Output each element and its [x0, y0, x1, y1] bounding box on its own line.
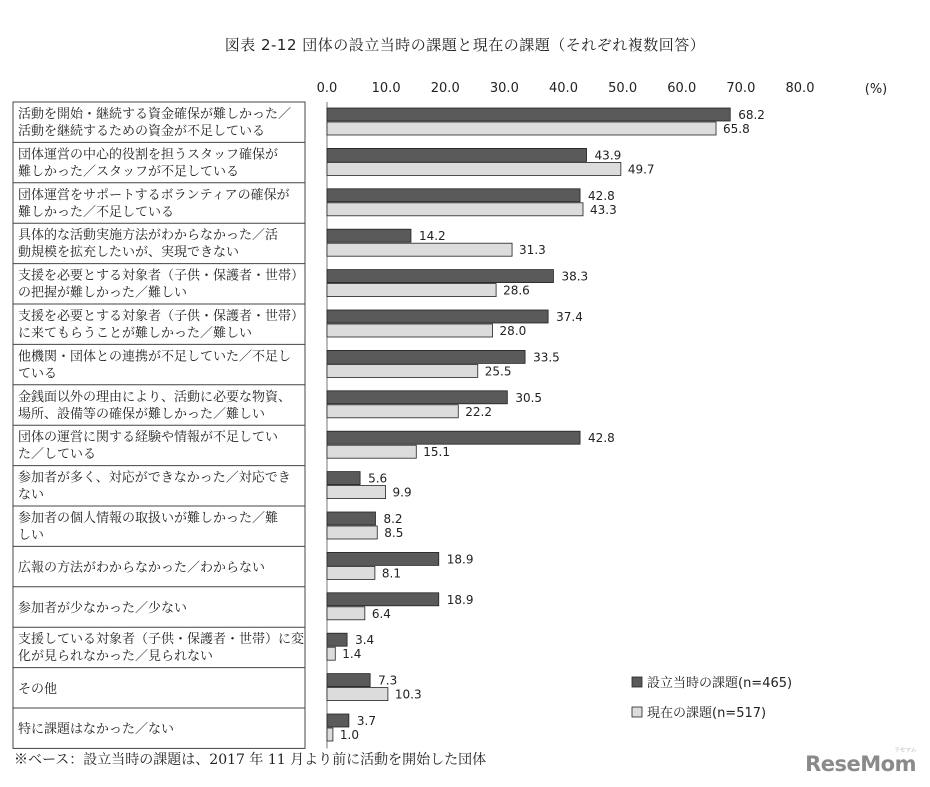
category-label: 難しかった／不足している — [18, 204, 175, 220]
data-label-series-2: 9.9 — [392, 485, 412, 500]
category-label: 支援を必要とする対象者（子供・保護者・世帯） — [18, 309, 305, 324]
bar-series-1 — [327, 270, 553, 283]
data-label-series-1: 33.5 — [533, 350, 560, 365]
data-label-series-2: 1.0 — [339, 728, 360, 742]
x-tick-label: 40.0 — [549, 81, 578, 96]
bar-series-2 — [327, 647, 335, 660]
data-label-series-1: 43.9 — [594, 148, 622, 163]
bar-series-1 — [327, 108, 730, 121]
category-label: の把握が難しかった／難しい — [18, 285, 188, 301]
category-label: 参加者が多く、対応ができなかった／対応でき — [18, 470, 291, 486]
category-label: 他機関・団体との連携が不足していた／不足し — [18, 349, 292, 365]
category-label: 団体運営の中心的役割を担うスタッフ確保が — [18, 147, 279, 163]
category-label: 支援を必要とする対象者（子供・保護者・世帯） — [18, 268, 305, 284]
bar-series-2 — [327, 364, 478, 377]
data-label-series-2: 6.4 — [371, 606, 391, 621]
category-label: 広報の方法がわからなかった／わからない — [18, 560, 266, 576]
data-label-series-2: 65.8 — [723, 122, 750, 136]
category-label: に来てもらうことが難しかった／難しい — [18, 326, 253, 341]
x-tick-label: 70.0 — [726, 81, 756, 96]
data-label-series-2: 28.6 — [503, 283, 530, 298]
data-label-series-1: 5.6 — [368, 471, 388, 486]
bar-series-2 — [327, 445, 416, 458]
category-label: 難しかった／スタッフが不足している — [18, 164, 240, 180]
legend-swatch — [632, 677, 642, 687]
category-label: 活動を継続するための資金が不足している — [18, 124, 266, 139]
x-tick-label: 20.0 — [430, 81, 460, 96]
data-label-series-1: 18.9 — [446, 552, 474, 567]
data-label-series-1: 18.9 — [446, 592, 474, 607]
bar-series-1 — [327, 189, 580, 202]
category-label: 支援している対象者（子供・保護者・世帯）に変 — [18, 632, 305, 648]
data-label-series-2: 8.5 — [384, 526, 404, 540]
data-label-series-2: 1.4 — [342, 647, 362, 662]
bar-series-1 — [327, 431, 580, 444]
legend-label: 設立当時の課題(n=465) — [647, 676, 793, 691]
category-label: ない — [18, 487, 45, 503]
bar-series-2 — [327, 243, 512, 256]
bar-series-2 — [327, 284, 496, 297]
data-label-series-1: 8.2 — [383, 512, 403, 526]
data-label-series-1: 38.3 — [561, 269, 589, 284]
legend-swatch — [632, 707, 642, 717]
logo-small-text: リセマム — [894, 747, 916, 754]
category-label: ている — [18, 366, 58, 382]
data-label-series-2: 31.3 — [519, 243, 546, 258]
category-label: 金銭面以外の理由により、活動に必要な物資、 — [18, 389, 292, 405]
bar-series-1 — [327, 148, 587, 161]
category-label: 団体運営をサポートするボランティアの確保が — [18, 187, 290, 203]
category-label: 化が見られなかった／見られない — [18, 649, 214, 665]
bar-series-1 — [327, 350, 525, 363]
x-tick-label: 80.0 — [785, 81, 815, 96]
data-label-series-2: 25.5 — [484, 364, 512, 379]
data-label-series-2: 22.2 — [465, 404, 492, 419]
category-label: 団体の運営に関する経験や情報が不足してい — [18, 430, 279, 446]
data-label-series-1: 42.8 — [588, 188, 615, 203]
data-label-series-2: 10.3 — [394, 687, 422, 702]
bar-series-1 — [327, 391, 507, 404]
bar-series-2 — [327, 203, 583, 216]
bar-series-2 — [327, 162, 621, 175]
resemom-logo — [805, 747, 916, 776]
category-label: 具体的な活動実施方法がわからなかった／活 — [18, 228, 279, 244]
data-label-series-1: 42.8 — [588, 431, 615, 446]
category-label: 参加者が少なかった／少ない — [18, 601, 188, 616]
x-tick-label: 50.0 — [608, 81, 638, 96]
bar-series-1 — [327, 674, 370, 687]
bar-series-1 — [327, 633, 347, 646]
category-label: た／している — [18, 447, 97, 463]
data-label-series-1: 30.5 — [515, 390, 543, 405]
logo-text: ReseMom — [805, 752, 916, 776]
bar-series-1 — [327, 229, 411, 242]
data-label-series-2: 49.7 — [627, 162, 655, 177]
data-label-series-2: 43.3 — [590, 202, 617, 217]
category-label: 活動を開始・継続する資金確保が難しかった／ — [18, 107, 292, 122]
unit-label: (%) — [864, 82, 888, 97]
category-label: その他 — [18, 681, 58, 697]
bar-series-2 — [327, 405, 458, 418]
bar-series-1 — [327, 472, 360, 485]
bar-series-1 — [327, 593, 439, 606]
bar-series-1 — [327, 714, 349, 727]
legend-label: 現在の課題(n=517) — [647, 706, 767, 721]
category-label: 動規模を拡充したいが、実現できない — [18, 245, 240, 261]
bar-series-1 — [327, 552, 439, 565]
category-label: 場所、設備等の確保が難しかった／難しい — [18, 406, 266, 422]
bar-series-2 — [327, 566, 375, 579]
category-label: 特に課題はなかった／ない — [18, 722, 175, 738]
category-label: 参加者の個人情報の取扱いが難しかった／難 — [18, 511, 279, 526]
data-label-series-1: 14.2 — [418, 229, 446, 244]
footnote: ※ベース：設立当時の課題は、2017 年 11 月より前に活動を開始した団体 — [14, 752, 487, 768]
x-tick-label: 10.0 — [371, 81, 401, 96]
x-tick-label: 30.0 — [489, 81, 519, 96]
data-label-series-1: 3.4 — [355, 633, 375, 648]
bar-series-2 — [327, 688, 388, 701]
data-label-series-2: 8.1 — [381, 566, 401, 581]
bar-series-2 — [327, 486, 386, 499]
category-label: しい — [18, 528, 45, 543]
bar-series-1 — [327, 310, 548, 323]
data-label-series-1: 7.3 — [378, 673, 398, 688]
bar-series-2 — [327, 324, 493, 337]
bar-series-2 — [327, 526, 377, 539]
x-tick-label: 60.0 — [667, 81, 697, 96]
x-tick-label: 0.0 — [316, 81, 338, 96]
data-label-series-1: 37.4 — [556, 310, 583, 324]
bar-series-2 — [327, 122, 716, 135]
bar-series-2 — [327, 728, 333, 741]
data-label-series-1: 68.2 — [738, 108, 765, 122]
bar-series-2 — [327, 607, 365, 620]
chart-title: 図表 2-12 団体の設立当時の課題と現在の課題（それぞれ複数回答） — [224, 36, 706, 54]
data-label-series-2: 28.0 — [499, 324, 527, 338]
data-label-series-1: 3.7 — [356, 714, 376, 728]
data-label-series-2: 15.1 — [423, 445, 450, 460]
bar-series-1 — [327, 512, 375, 525]
